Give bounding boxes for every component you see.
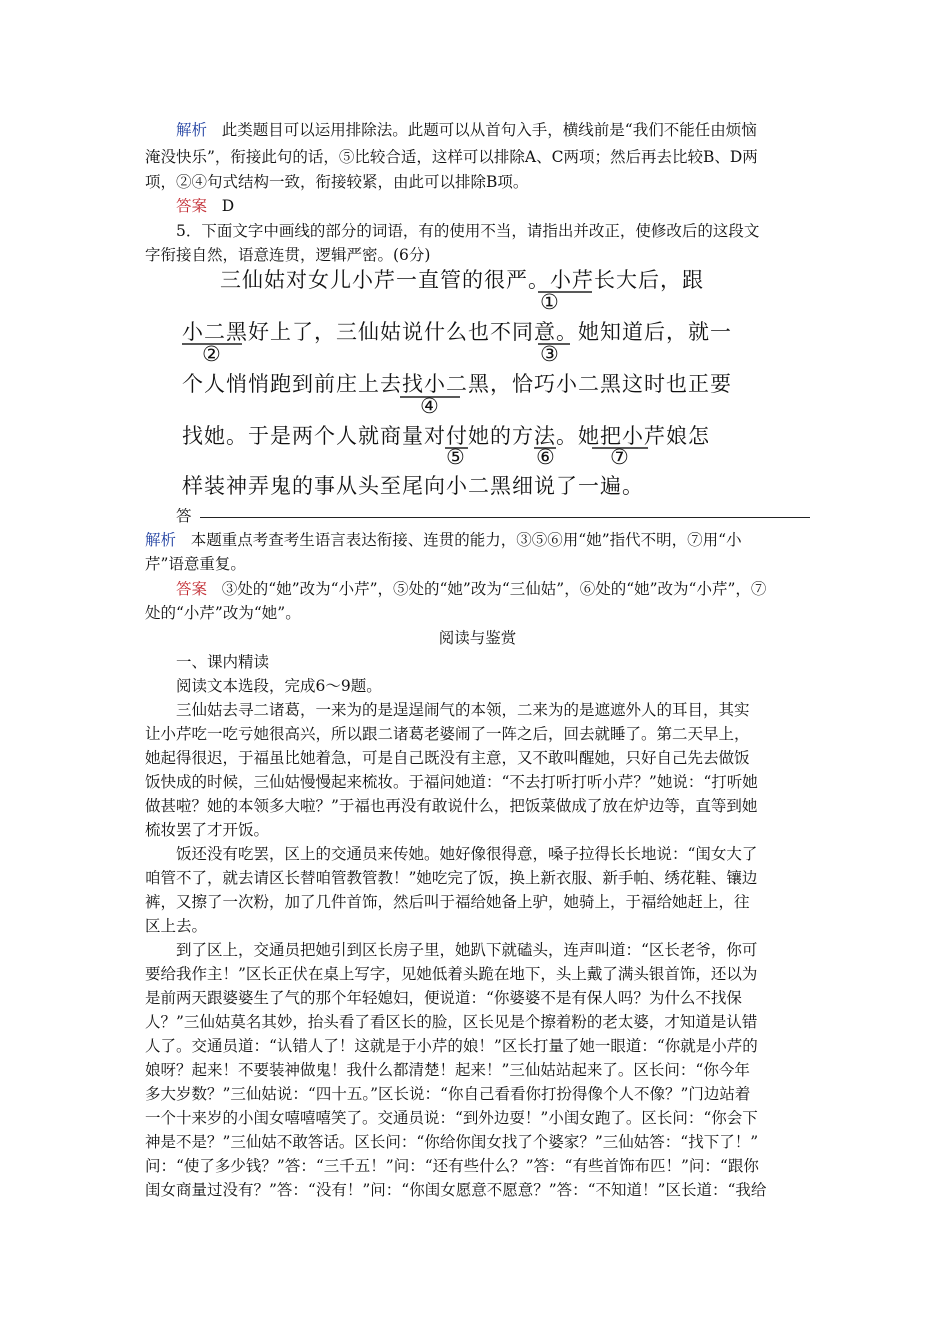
analysis-text: 本题重点考查考生语言表达衔接、连贯的能力，③⑤⑥用“她”指代不明，⑦用“小 — [190, 531, 742, 549]
analysis-label: 解析 — [145, 531, 177, 549]
question-5-line: 字衔接自然，语意连贯，逻辑严密。(6分) — [145, 246, 431, 264]
section-title: 阅读与鉴赏 — [438, 629, 517, 647]
passage-line: 娘呀？起来！不要装神做鬼！我什么都清楚！起来！”三仙姑站起来了。区长问：“你今年 — [145, 1061, 750, 1079]
answer-text: ③处的“她”改为“小芹”，⑤处的“她”改为“三仙姑”，⑥处的“她”改为“小芹”，⑦ — [221, 580, 767, 598]
passage-line: 要给我作主！”区长正伏在桌上写字，见她低着头跪在地下，头上戴了满头银首饰，还以为 — [145, 965, 758, 983]
answer-value: D — [221, 197, 235, 215]
passage-line: 让小芹吃一吃亏她很高兴，所以跟二诸葛老婆闹了一阵之后，回去就睡了。第二天早上， — [145, 725, 750, 743]
passage-line: 区上去。 — [145, 917, 208, 935]
passage-line: 三仙姑去寻二诸葛，一来为的是逞逞闹气的本领，二来为的是遮遮外人的耳目，其实 — [176, 701, 750, 719]
passage-line: 是前两天跟婆婆生了气的那个年轻媳妇，便说道：“你婆婆不是有保人吗？为什么不找保 — [145, 989, 742, 1007]
circle-number-6: ⑥ — [536, 445, 555, 469]
handwritten-passage — [160, 262, 732, 522]
circle-number-4: ④ — [420, 394, 439, 418]
subheading: 一、课内精读 — [176, 653, 270, 671]
passage-line: 问：“使了多少钱？”答：“三千五！”问：“还有些什么？”答：“有些首饰布匹！”问：“跟你 — [145, 1157, 759, 1175]
circle-number-3: ③ — [540, 342, 559, 366]
analysis-text: 此类题目可以运用排除法。此题可以从首句入手，横线前是“我们不能任由烦恼 — [221, 121, 757, 139]
answer-blank-line — [200, 517, 810, 518]
instruction: 阅读文本选段，完成6～9题。 — [176, 677, 382, 695]
passage-line: 她起得很迟，于福虽比她着急，可是自己既没有主意，又不敢叫醒她，只好自己先去做饭 — [145, 749, 750, 767]
passage-line: 咱管不了，就去请区长替咱管教管教！”她吃完了饭，换上新衣服、新手帕、绣花鞋、镶边 — [145, 869, 758, 887]
passage-line: 饭还没有吃罢，区上的交通员来传她。她好像很得意，嗓子拉得长长地说：“闺女大了 — [176, 845, 758, 863]
passage-line: 神是不是？”三仙姑不敢答话。区长问：“你给你闺女找了个婆家？”三仙姑答：“找下了！” — [145, 1133, 759, 1151]
text-line: 处的“小芹”改为“她”。 — [145, 604, 301, 622]
handwritten-line: 个人悄悄跑到前庄上去找小二黑，恰巧小二黑这时也正要 — [182, 372, 732, 396]
text-line: 项，②④句式结构一致，衔接较紧，由此可以排除B项。 — [145, 173, 529, 191]
passage-line: 裤，又擦了一次粉，加了几件首饰，然后叫于福给她备上驴，她骑上，于福给她赶上，往 — [145, 893, 750, 911]
passage-line: 饭快成的时候，三仙姑慢慢起来梳妆。于福问她道：“不去打听打听小芹？”她说：“打听她 — [145, 773, 758, 791]
answer-label: 答案 — [176, 580, 208, 598]
handwritten-line: 找她。于是两个人就商量对付她的方法。她把小芹娘怎 — [182, 424, 710, 448]
passage-line: 梳妆罢了才开饭。 — [145, 821, 270, 839]
text-line: 淹没快乐”，衔接此句的话，⑤比较合适，这样可以排除A、C两项；然后再去比较B、D两 — [145, 148, 758, 166]
answer-label: 答案 — [176, 197, 208, 215]
passage-line: 闺女商量过没有？”答：“没有！”问：“你闺女愿意不愿意？”答：“不知道！”区长道：“我给 — [145, 1181, 767, 1199]
answer-prompt: 答 — [176, 507, 192, 525]
passage-line: 一个十来岁的小闺女嘻嘻嘻笑了。交通员说：“到外边耍！”小闺女跑了。区长问：“你会下 — [145, 1109, 758, 1127]
circle-number-7: ⑦ — [610, 445, 629, 469]
circle-number-2: ② — [202, 342, 221, 366]
passage-line: 人？”三仙姑莫名其妙，抬头看了看区长的脸，区长见是个擦着粉的老太婆，才知道是认错 — [145, 1013, 758, 1031]
circle-number-1: ① — [540, 290, 559, 314]
analysis-label: 解析 — [176, 121, 208, 139]
handwritten-line: 小二黑好上了，三仙姑说什么也不同意。她知道后，就一 — [182, 320, 732, 344]
analysis-paragraph-2 — [145, 528, 810, 552]
answer-line-2 — [145, 577, 841, 601]
handwritten-line: 样装神弄鬼的事从头至尾向小二黑细说了一遍。 — [182, 474, 644, 498]
passage-line: 人了。交通员道：“认错人了！这就是于小芹的娘！”区长打量了她一眼道：“你就是小芹的 — [145, 1037, 758, 1055]
analysis-paragraph-1 — [145, 118, 841, 142]
question-5-line: 5．下面文字中画线的部分的词语，有的使用不当，请指出并改正，使修改后的这段文 — [176, 222, 760, 240]
circle-number-5: ⑤ — [446, 445, 465, 469]
passage-line: 到了区上，交通员把她引到区长房子里，她趴下就磕头，连声叫道：“区长老爷，你可 — [176, 941, 758, 959]
passage-line: 多大岁数？”三仙姑说：“四十五。”区长说：“你自己看看你打扮得像个人不像？”门边站着 — [145, 1085, 751, 1103]
answer-line-1 — [145, 194, 841, 218]
handwritten-line: 三仙姑对女儿小芹一直管的很严。小芹长大后，跟 — [220, 268, 704, 292]
passage-line: 做甚啦？她的本领多大啦？”于福也再没有敢说什么，把饭菜做成了放在炉边等，直等到她 — [145, 797, 758, 815]
text-line: 芹”语意重复。 — [145, 555, 246, 573]
